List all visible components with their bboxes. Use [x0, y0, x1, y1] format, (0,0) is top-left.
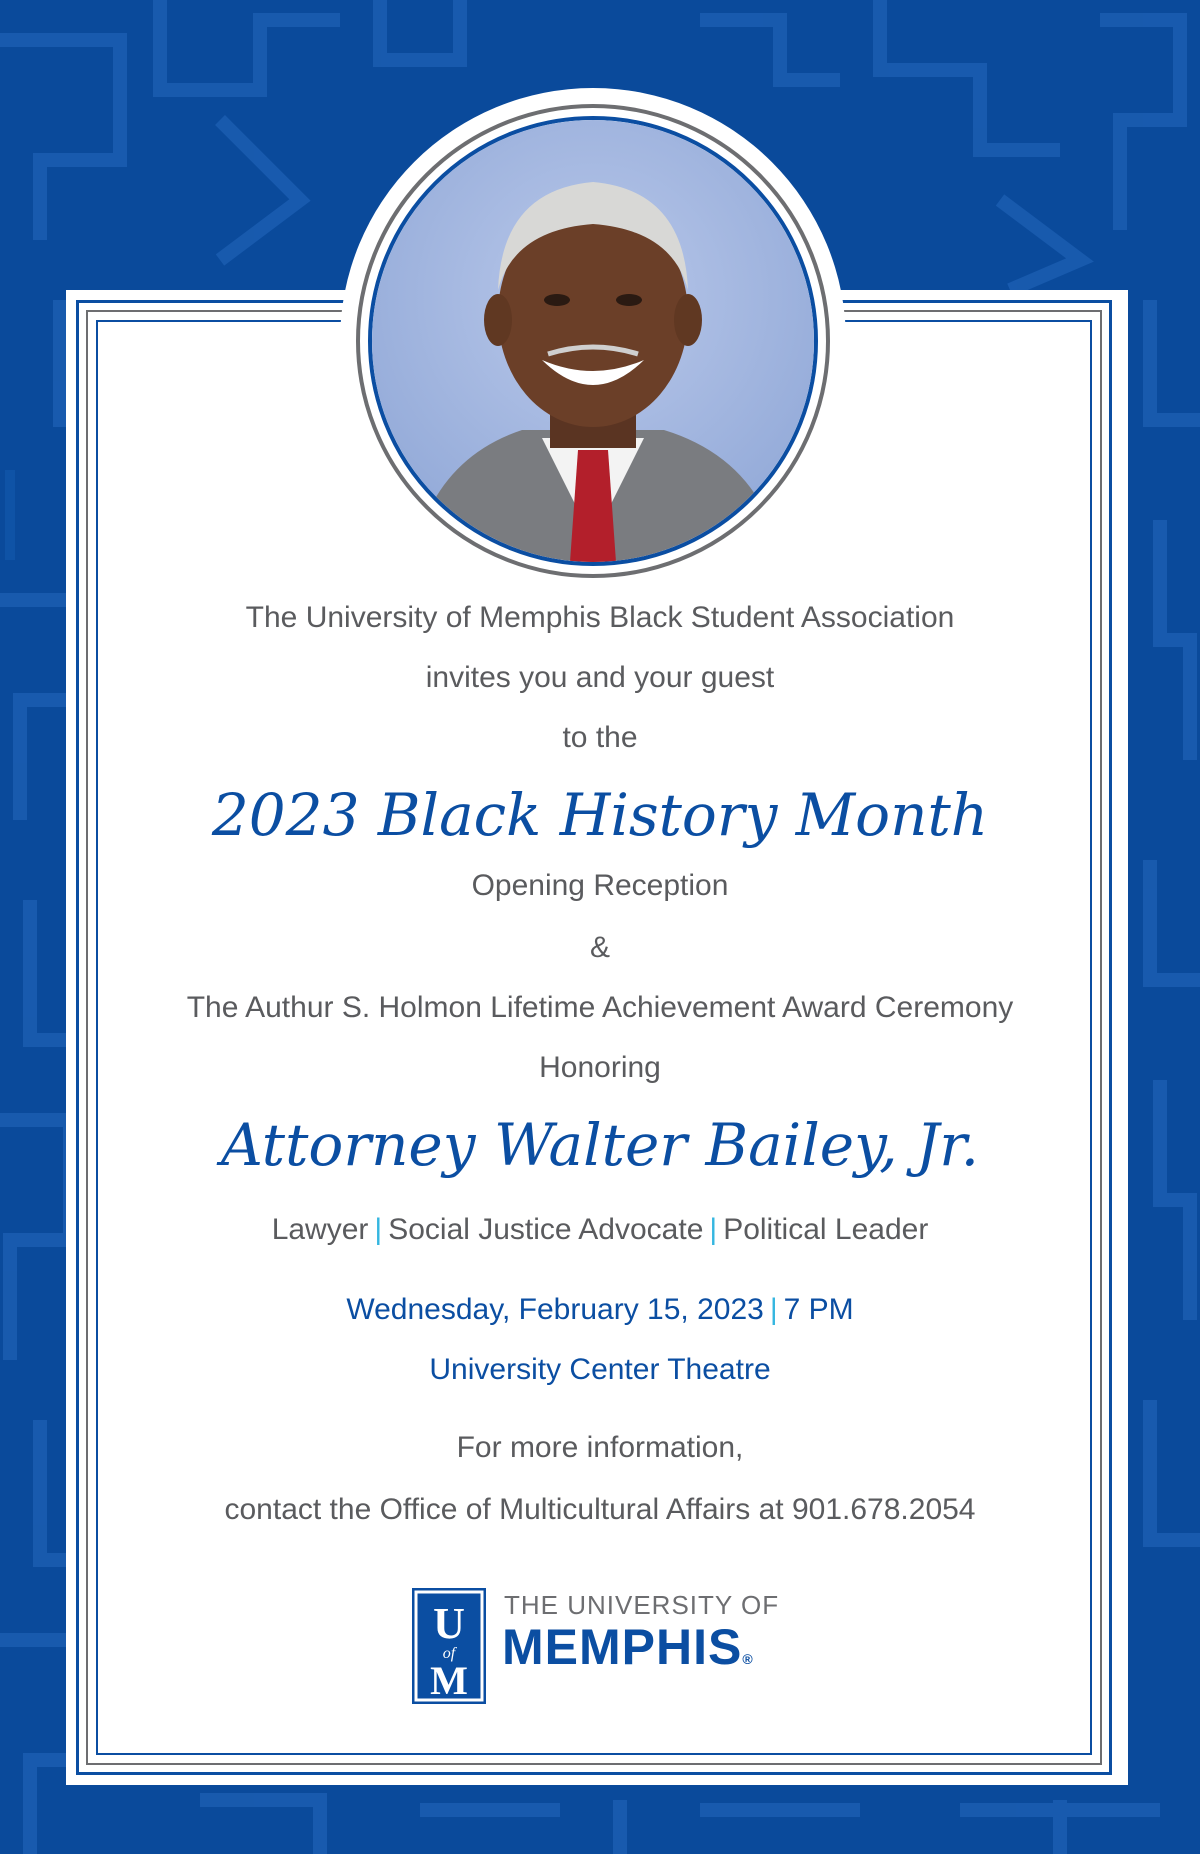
event-title: 2023 Black History Month	[211, 781, 989, 849]
logo-top-text: THE UNIVERSITY OF	[504, 1590, 780, 1620]
role-separator: |	[374, 1213, 383, 1246]
event-subtitle: Opening Reception	[471, 869, 729, 902]
info-line-1: For more information,	[456, 1431, 744, 1464]
honoree-name: Attorney Walter Bailey, Jr.	[220, 1111, 980, 1179]
ampersand: &	[589, 931, 610, 964]
university-logo	[412, 1588, 780, 1703]
info-line-2: contact the Office of Multicultural Affairs at 901.678.2054	[224, 1493, 976, 1526]
logo-registered: ®	[742, 1651, 754, 1667]
role-separator: |	[709, 1213, 718, 1246]
role-lawyer: Lawyer	[271, 1213, 369, 1246]
award-line: The Authur S. Holmon Lifetime Achievement Award Ceremony	[186, 991, 1014, 1024]
host-line: The University of Memphis Black Student Association	[245, 601, 955, 634]
logo-main-text	[502, 1618, 754, 1676]
invite-line: invites you and your guest	[425, 661, 775, 694]
event-date: Wednesday, February 15, 2023	[346, 1293, 764, 1326]
to-line: to the	[562, 721, 638, 754]
role-leader: Political Leader	[723, 1213, 929, 1246]
event-venue: University Center Theatre	[429, 1353, 771, 1386]
logo-memphis: MEMPHIS	[502, 1619, 743, 1675]
event-time: 7 PM	[783, 1293, 854, 1326]
logo-mark-u: U	[433, 1599, 465, 1648]
honoree-roles	[96, 1212, 1104, 1248]
honoring-label: Honoring	[539, 1051, 661, 1084]
datetime-separator: |	[769, 1293, 778, 1326]
logo-mark-of: of	[442, 1645, 456, 1662]
logo-mark	[412, 1588, 486, 1704]
event-datetime	[96, 1292, 1104, 1328]
honoree-portrait	[368, 116, 818, 566]
role-advocate: Social Justice Advocate	[388, 1213, 704, 1246]
logo-mark-m: M	[430, 1658, 468, 1703]
